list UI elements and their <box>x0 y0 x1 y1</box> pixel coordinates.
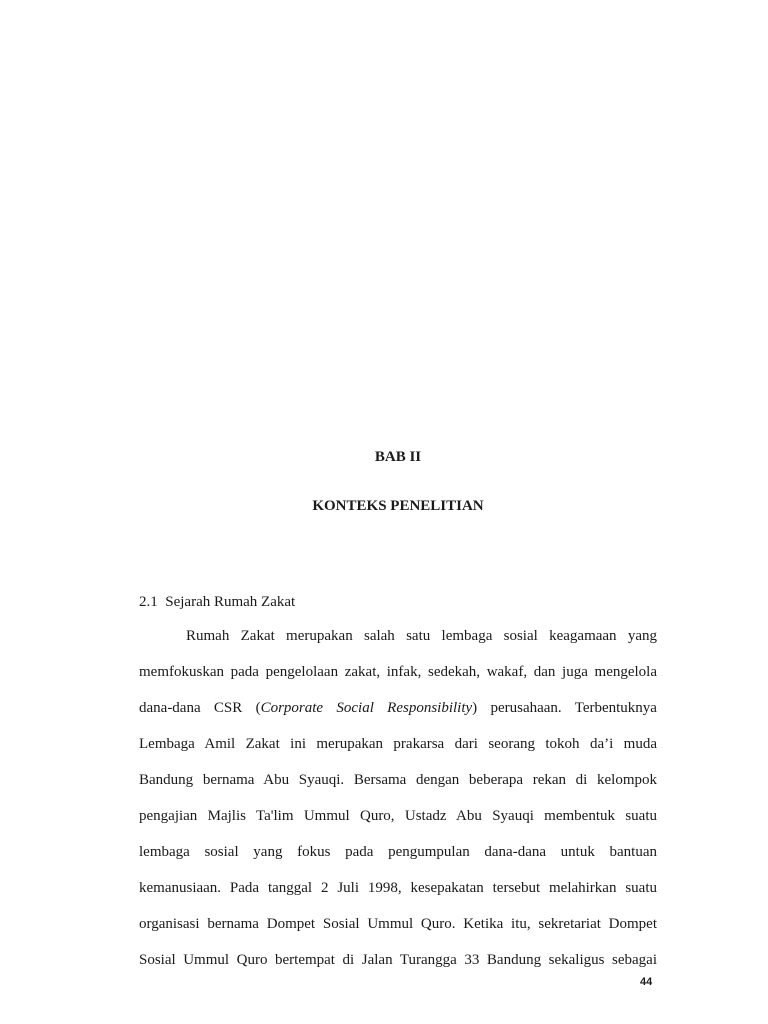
text-line: kemanusiaan. Pada tanggal 2 Juli 1998, kesepakatan tersebut melahirkan suatu <box>139 880 657 896</box>
chapter-title: KONTEKS PENELITIAN <box>312 498 484 514</box>
section-heading: 2.1 Sejarah Rumah Zakat <box>139 594 296 610</box>
text-line: pengajian Majlis Ta'lim Ummul Quro, Ustadz Abu Syauqi membentuk suatu <box>139 808 657 824</box>
italic-term: Corporate Social Responsibility <box>260 700 473 716</box>
chapter-number: BAB II <box>374 449 422 465</box>
text-line: lembaga sosial yang fokus pada pengumpulan dana-dana untuk bantuan <box>139 844 657 860</box>
text-line: Sosial Ummul Quro bertempat di Jalan Turangga 33 Bandung sekaligus sebagai <box>139 952 657 968</box>
text-fragment: ) perusahaan. Terbentuknya <box>472 700 657 716</box>
text-line: memfokuskan pada pengelolaan zakat, infak, sedekah, wakaf, dan juga mengelola <box>139 664 657 680</box>
text-line: Lembaga Amil Zakat ini merupakan prakarsa dari seorang tokoh da’i muda <box>139 736 657 752</box>
text-line <box>139 700 657 736</box>
text-line: Rumah Zakat merupakan salah satu lembaga sosial keagamaan yang <box>186 628 657 644</box>
body-paragraph <box>139 628 657 988</box>
page-number: 44 <box>640 976 653 988</box>
text-line: Bandung bernama Abu Syauqi. Bersama dengan beberapa rekan di kelompok <box>139 772 657 788</box>
text-line: organisasi bernama Dompet Sosial Ummul Quro. Ketika itu, sekretariat Dompet <box>139 916 657 932</box>
text-fragment: dana-dana CSR ( <box>139 700 261 716</box>
